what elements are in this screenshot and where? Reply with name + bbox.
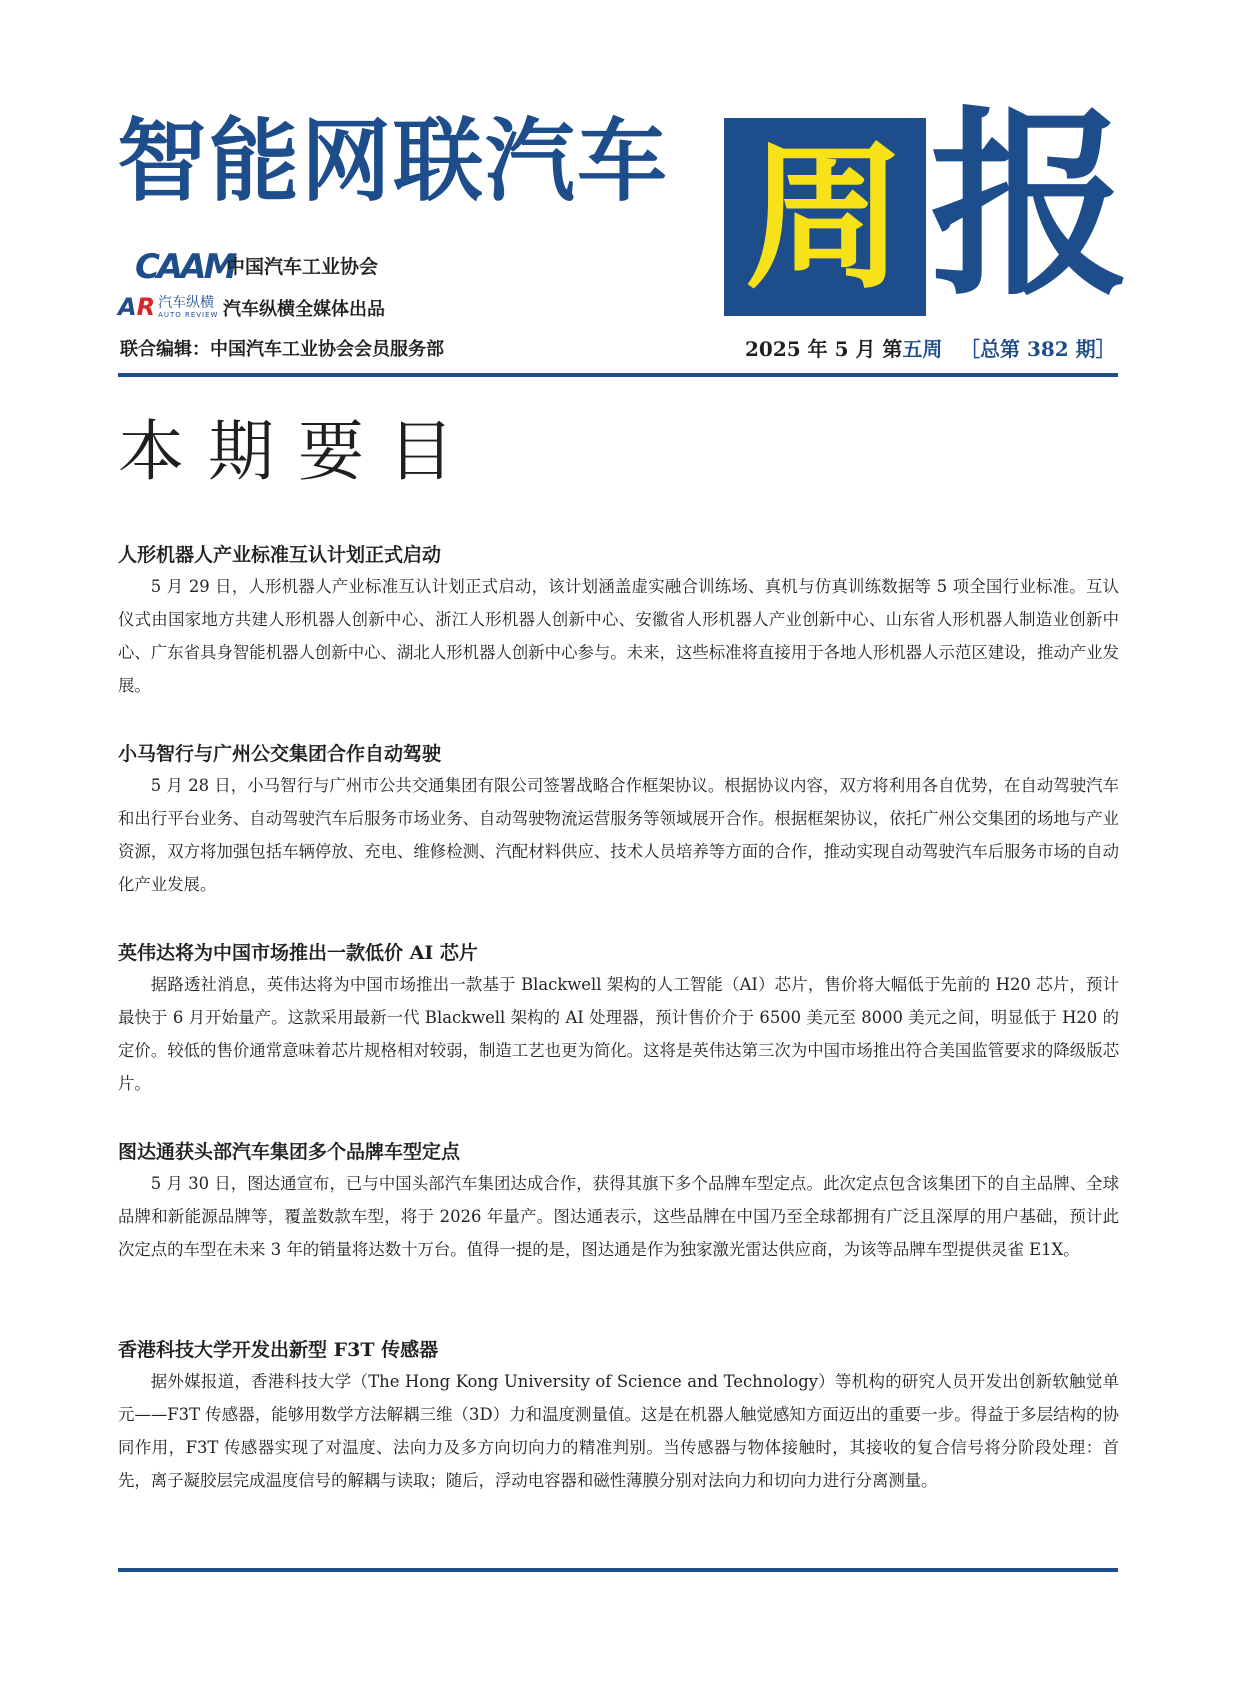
top-divider xyxy=(118,373,1118,377)
article xyxy=(118,1335,1119,1497)
article-title: 人形机器人产业标准互认计划正式启动 xyxy=(118,544,442,566)
article-body: 据路透社消息，英伟达将为中国市场推出一款基于 Blackwell 架构的人工智能（AI）芯片，售价将大幅低于先前的 H20 芯片，预计最快于 6 月开始量产。这款采用最新一代 Blackwell 架构的 AI 处理器，预计售价介于 6500 美元至 8000 美元之间，明显低于 H20 的定价。较低的售价通常意味着芯片规格相对较弱，制造工艺也更为简化。这将是英伟达第三次为中国市场推出符合美国监管要求的降级版芯片。 xyxy=(118,975,1119,1093)
org-name: 中国汽车工业协会 xyxy=(226,256,379,278)
article-title: 英伟达将为中国市场推出一款低价 AI 芯片 xyxy=(118,942,478,964)
zhou-badge xyxy=(724,118,926,316)
issue-week: 五周 xyxy=(902,337,943,361)
caam-logo: CAAM xyxy=(135,247,235,287)
article-body: 据外媒报道，香港科技大学（The Hong Kong University of Science and Technology）等机构的研究人员开发出创新软触觉单元——F3T 传感器，能够用数学方法解耦三维（3D）力和温度测量值。这是在机器人触觉感知方面迈出的重要一步。得益于多层结构的协同作用，F3T 传感器实现了对温度、法向力及多方向切向力的精准判别。当传感器与物体接触时，其接收的复合信号将分阶段处理：首先，离子凝胶层完成温度信号的解耦与读取；随后，浮动电容器和磁性薄膜分别对法向力和切向力进行分离测量。 xyxy=(118,1372,1119,1490)
article xyxy=(118,739,1119,901)
article xyxy=(118,938,1119,1100)
publisher-text: 汽车纵横全媒体出品 xyxy=(223,299,385,320)
masthead-title: 智能网联汽车 xyxy=(117,109,669,214)
issue-total: ［总第 382 期］ xyxy=(960,337,1116,361)
bottom-divider xyxy=(118,1568,1118,1572)
article xyxy=(118,1137,1119,1266)
article-title: 小马智行与广州公交集团合作自动驾驶 xyxy=(118,743,442,765)
article-title: 图达通获头部汽车集团多个品牌车型定点 xyxy=(118,1141,461,1163)
article-title: 香港科技大学开发出新型 F3T 传感器 xyxy=(118,1339,439,1361)
issue-date xyxy=(745,333,942,362)
issue-date-prefix: 2025 年 5 月 第 xyxy=(745,337,903,361)
article-body: 5 月 29 日，人形机器人产业标准互认计划正式启动，该计划涵盖虚实融合训练场、真机与仿真训练数据等 5 项全国行业标准。互认仪式由国家地方共建人形机器人创新中心、浙江人形机器人创新中心、安徽省人形机器人产业创新中心、山东省人形机器人制造业创新中心、广东省具身智能机器人创新中心、湖北人形机器人创新中心参与。未来，这些标准将直接用于各地人形机器人示范区建设，推动产业发展。 xyxy=(118,577,1119,695)
auto-review-logo-en: AUTO REVIEW xyxy=(158,310,219,319)
auto-review-mark-icon: AR xyxy=(118,293,156,321)
section-heading: 本期要目 xyxy=(118,413,478,490)
zhou-char: 周 xyxy=(744,123,905,311)
article xyxy=(118,540,1119,702)
article-body: 5 月 28 日，小马智行与广州市公共交通集团有限公司签署战略合作框架协议。根据协议内容，双方将利用各自优势，在自动驾驶汽车和出行平台业务、自动驾驶汽车后服务市场业务、自动驾驶物流运营服务等领域展开合作。根据框架协议，依托广州公交集团的场地与产业资源，双方将加强包括车辆停放、充电、维修检测、汽配材料供应、技术人员培养等方面的合作，推动实现自动驾驶汽车后服务市场的自动化产业发展。 xyxy=(118,776,1119,894)
coeditor-line: 联合编辑：中国汽车工业协会会员服务部 xyxy=(120,339,444,360)
auto-review-logo xyxy=(118,295,218,319)
bao-char: 报 xyxy=(930,88,1131,323)
auto-review-logo-cn: 汽车纵横 xyxy=(158,294,215,311)
article-body: 5 月 30 日，图达通宣布，已与中国头部汽车集团达成合作，获得其旗下多个品牌车型定点。此次定点包含该集团下的自主品牌、全球品牌和新能源品牌等，覆盖数款车型，将于 2026 年量产。图达通表示，这些品牌在中国乃至全球都拥有广泛且深厚的用户基础，预计此次定点的车型在未来 3 年的销量将达数十万台。值得一提的是，图达通是作为独家激光雷达供应商，为该等品牌车型提供灵雀 E1X。 xyxy=(118,1174,1119,1259)
